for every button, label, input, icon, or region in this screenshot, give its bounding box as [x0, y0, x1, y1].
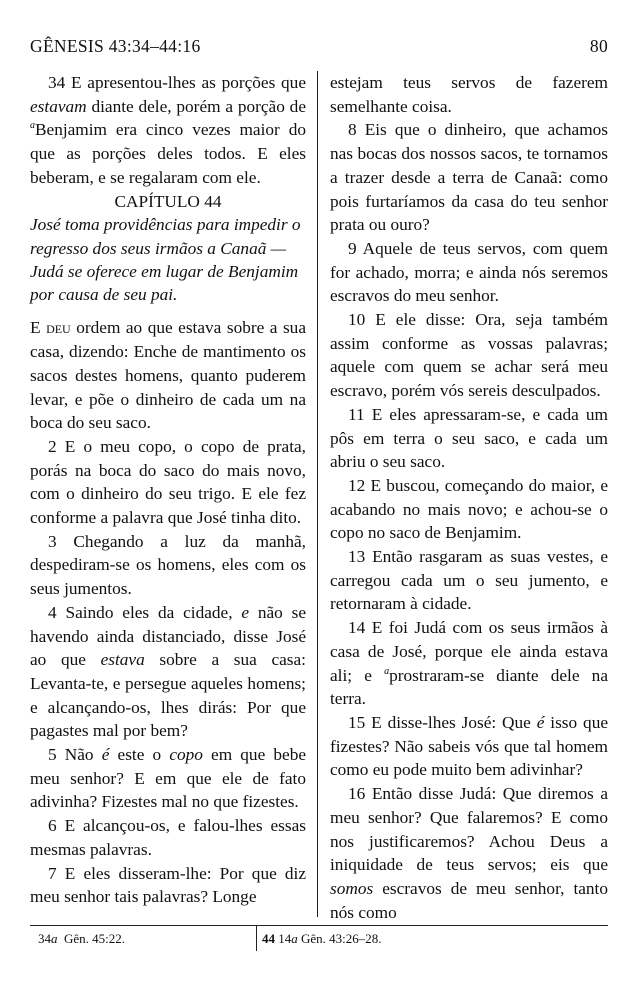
verse-13: 13 Então rasgaram as suas vestes, e carregou cada um o seu jumento, e retornaram à cidade. — [330, 547, 608, 614]
footnote-34a: 34a Gên. 45:22. — [38, 931, 126, 946]
footnote-separator — [256, 925, 257, 951]
page-number: 80 — [589, 36, 608, 56]
running-header — [30, 36, 608, 60]
verse-8: 8 Eis que o dinheiro, que achamos nas bocas dos nossos sacos, te tornamos a trazer desde a terra de Canaã: como pois furtaríamos da casa do teu senhor prata ou ouro? — [330, 120, 608, 235]
right-column — [330, 71, 608, 924]
chapter-heading: CAPÍTULO 44 — [114, 191, 222, 211]
verse-7-continued: estejam teus servos de fazerem semelhante coisa. — [330, 73, 608, 116]
footnote-marker[interactable]: a — [30, 120, 35, 132]
verse-7: 7 E eles disseram-lhe: Por que diz meu senhor tais palavras? Longe — [30, 863, 306, 907]
left-column — [30, 71, 306, 909]
verse-5: 5 Não é este o copo em que bebe meu senhor? E em que ele de fato adivinha? Fizestes mal no que fizestes. — [30, 745, 307, 812]
footnote-marker[interactable]: a — [384, 665, 390, 677]
verse-16: 16 Então disse Judá: Que diremos a meu senhor? Que falaremos? E como nos justificaremos? Achou Deus a iniquidade de teus servos; eis que somos escravos de meu senhor, tanto nós como — [330, 784, 608, 922]
verse-9: 9 Aquele de teus servos, com quem for achado, morra; e ainda nós seremos escravos do meu senhor. — [330, 238, 608, 306]
book-reference: GÊNESIS 43:34–44:16 — [30, 36, 201, 56]
verse-4: 4 Saindo eles da cidade, e não se havendo ainda distanciado, disse José ao que estava sobre a sua casa: Levanta-te, e persegue aqueles homens; e alcançando-os, lhes dirás: Por que pagastes mal por bem? — [30, 602, 306, 741]
verse-12: 12 E buscou, começando do maior, e acabando no mais novo; e achou-se o copo no saco de Benjamim. — [330, 475, 608, 543]
footnotes — [30, 931, 608, 951]
verse-14: 14 E foi Judá com os seus irmãos à casa de José, porque ele ainda estava ali; e $^a$prostraram-se diante dele na terra. — [330, 618, 608, 709]
verse-15: 15 E disse-lhes José: Que é isso que fizestes? Não sabeis vós que tal homem como eu pode muito bem adivinhar? — [330, 712, 609, 780]
footnote-44-14a: 44 14a Gên. 43:26–28. — [262, 931, 382, 946]
verse-3: 3 Chegando a luz da manhã, despediram-se os homens, eles com os seus jumentos. — [30, 531, 306, 599]
verse-2: 2 E o meu copo, o copo de prata, porás na boca do saco do mais novo, com o dinheiro do seu trigo. E ele fez conforme a palavra que José tinha dito. — [30, 436, 306, 528]
verse-34: 34 E apresentou-lhes as porções que estavam diante dele, porém a porção de $^a$Benjamim era cinco vezes maior do que as porções deles todos. E eles beberam, e se regalaram com ele. — [30, 73, 306, 187]
verse-10: 10 E ele disse: Ora, seja também assim conforme as vossas palavras; aquele com quem se achar será meu escravo, porém vós sereis desculpados. — [330, 310, 608, 401]
footnote-rule — [30, 925, 608, 926]
chapter-summary: José toma providências para impedir o regresso dos seus irmãos a Canaã — Judá se oferece em lugar de Benjamim por causa de seu pai. — [30, 215, 301, 305]
column-divider — [317, 71, 318, 917]
verse-11: 11 E eles apressaram-se, e cada um pôs em terra o seu saco, e cada um abriu o seu saco. — [330, 404, 608, 472]
verse-6: 6 E alcançou-os, e falou-lhes essas mesmas palavras. — [30, 816, 306, 859]
verse-1: E deu ordem ao que estava sobre a sua casa, dizendo: Enche de mantimento os sacos destes homens, quanto puderem levar, e põe o dinheiro de cada um na boca do seu saco. — [30, 318, 306, 433]
